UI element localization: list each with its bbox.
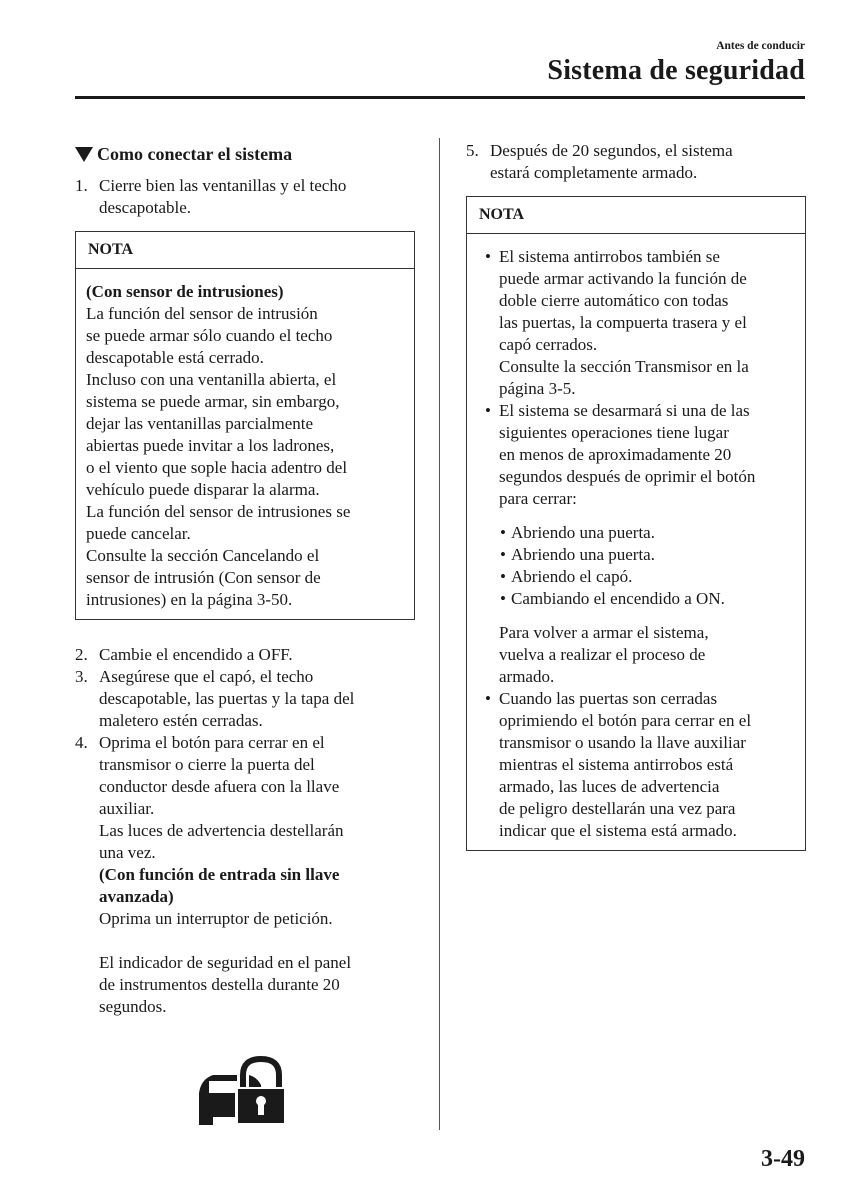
bullet-line: mientras el sistema antirrobos está (499, 755, 734, 774)
nota-line: La función del sensor de intrusiones se (86, 502, 351, 521)
step-number: 3. (75, 667, 88, 686)
right-column (466, 140, 806, 863)
step-5 (466, 140, 806, 184)
bullet-line: transmisor o usando la llave auxiliar (499, 733, 746, 752)
nota-subheading: (Con sensor de intrusiones) (86, 282, 284, 301)
bullet-dot-icon: • (500, 523, 506, 542)
step-line: Las luces de advertencia destellarán (99, 821, 344, 840)
step-2 (75, 644, 415, 666)
step-line: descapotable, las puertas y la tapa del (99, 689, 355, 708)
step-number: 2. (75, 645, 88, 664)
bullet-line: oprimiendo el botón para cerrar en el (499, 711, 752, 730)
header-section: Antes de conducir (716, 40, 805, 52)
bullet-dot-icon: • (485, 689, 491, 708)
section-heading (75, 143, 415, 165)
nota-line: intrusiones) en la página 3-50. (86, 590, 293, 609)
left-column (75, 140, 415, 1018)
indicator-line: de instrumentos destella durante 20 (99, 975, 340, 994)
rearm-line: armado. (499, 667, 555, 686)
sub-bullet-text: Abriendo una puerta. (511, 545, 655, 564)
indicator-line: segundos. (99, 997, 167, 1016)
nota-label: NOTA (76, 232, 414, 269)
page-title: Sistema de seguridad (547, 55, 805, 86)
step-line: transmisor o cierre la puerta del (99, 755, 315, 774)
step-line: Asegúrese que el capó, el techo (99, 667, 314, 686)
bullet-line: de peligro destellarán una vez para (499, 799, 736, 818)
section-heading-text: Como conectar el sistema (97, 144, 293, 164)
sub-bullet-text: Abriendo una puerta. (511, 523, 655, 542)
step-text: Cambie el encendido a OFF. (99, 645, 293, 664)
bullet-line: Cuando las puertas son cerradas (499, 689, 718, 708)
triangle-bullet-icon (75, 147, 93, 162)
step-line: Oprima el botón para cerrar en el (99, 733, 325, 752)
bullet-line: armado, las luces de advertencia (499, 777, 720, 796)
bullet-dot-icon: • (485, 401, 491, 420)
bullet-line: doble cierre automático con todas (499, 291, 729, 310)
bullet-dot-icon: • (500, 567, 506, 586)
bullet-line: capó cerrados. (499, 335, 598, 354)
bullet-line: puede armar activando la función de (499, 269, 747, 288)
step-line: estará completamente armado. (490, 163, 698, 182)
bullet-line: segundos después de oprimir el botón (499, 467, 756, 486)
sub-bullet (477, 544, 795, 566)
step-number: 1. (75, 176, 88, 195)
sub-bullet (477, 588, 795, 610)
bullet-line: para cerrar: (499, 489, 577, 508)
sub-bullet-text: Cambiando el encendido a ON. (511, 589, 725, 608)
nota-line: sensor de intrusión (Con sensor de (86, 568, 321, 587)
bullet-dot-icon: • (485, 247, 491, 266)
step-4 (75, 732, 415, 1018)
step-line: una vez. (99, 843, 156, 862)
step-bold-line: avanzada) (99, 887, 174, 906)
nota-line: Incluso con una ventanilla abierta, el (86, 370, 337, 389)
rearm-line: Para volver a armar el sistema, (499, 623, 709, 642)
nota-line: descapotable está cerrado. (86, 348, 264, 367)
nota-bullet (477, 688, 795, 842)
step-bold-line: (Con función de entrada sin llave (99, 865, 340, 884)
nota-line: abiertas puede invitar a los ladrones, (86, 436, 335, 455)
bullet-line: indicar que el sistema está armado. (499, 821, 737, 840)
rearm-line: vuelva a realizar el proceso de (499, 645, 706, 664)
step-line: Oprima un interruptor de petición. (99, 909, 333, 928)
nota-box (75, 231, 415, 620)
security-indicator-icon (195, 1055, 295, 1127)
nota-bullet (477, 246, 795, 400)
nota-line: vehículo puede disparar la alarma. (86, 480, 320, 499)
step-number: 4. (75, 733, 88, 752)
bullet-line: siguientes operaciones tiene lugar (499, 423, 729, 442)
page-number: 3-49 (761, 1146, 805, 1172)
nota-line: se puede armar sólo cuando el techo (86, 326, 333, 345)
bullet-line: página 3-5. (499, 379, 576, 398)
indicator-line: El indicador de seguridad en el panel (99, 953, 352, 972)
step-3 (75, 666, 415, 732)
nota-label: NOTA (467, 197, 805, 234)
sub-bullet-text: Abriendo el capó. (511, 567, 633, 586)
step-1 (75, 175, 415, 219)
nota-line: sistema se puede armar, sin embargo, (86, 392, 340, 411)
step-line: maletero estén cerradas. (99, 711, 263, 730)
step-line: conductor desde afuera con la llave (99, 777, 340, 796)
header-rule (75, 96, 805, 99)
nota-body (467, 234, 805, 850)
sub-bullet (477, 522, 795, 544)
bullet-line: El sistema antirrobos también se (499, 247, 720, 266)
nota-line: dejar las ventanillas parcialmente (86, 414, 314, 433)
bullet-line: en menos de aproximadamente 20 (499, 445, 732, 464)
nota-line: puede cancelar. (86, 524, 191, 543)
bullet-dot-icon: • (500, 589, 506, 608)
nota-bullet (477, 400, 795, 510)
bullet-dot-icon: • (500, 545, 506, 564)
step-number: 5. (466, 141, 479, 160)
nota-line: o el viento que sople hacia adentro del (86, 458, 348, 477)
step-line: Después de 20 segundos, el sistema (490, 141, 733, 160)
nota-line: La función del sensor de intrusión (86, 304, 318, 323)
bullet-line: las puertas, la compuerta trasera y el (499, 313, 747, 332)
nota-body (76, 269, 414, 619)
nota-line: Consulte la sección Cancelando el (86, 546, 320, 565)
step-text: Cierre bien las ventanillas y el techo descapotable. (99, 176, 347, 217)
nota-box (466, 196, 806, 851)
bullet-line: El sistema se desarmará si una de las (499, 401, 750, 420)
sub-bullet (477, 566, 795, 588)
column-divider (439, 138, 440, 1130)
step-line: auxiliar. (99, 799, 155, 818)
bullet-line: Consulte la sección Transmisor en la (499, 357, 749, 376)
